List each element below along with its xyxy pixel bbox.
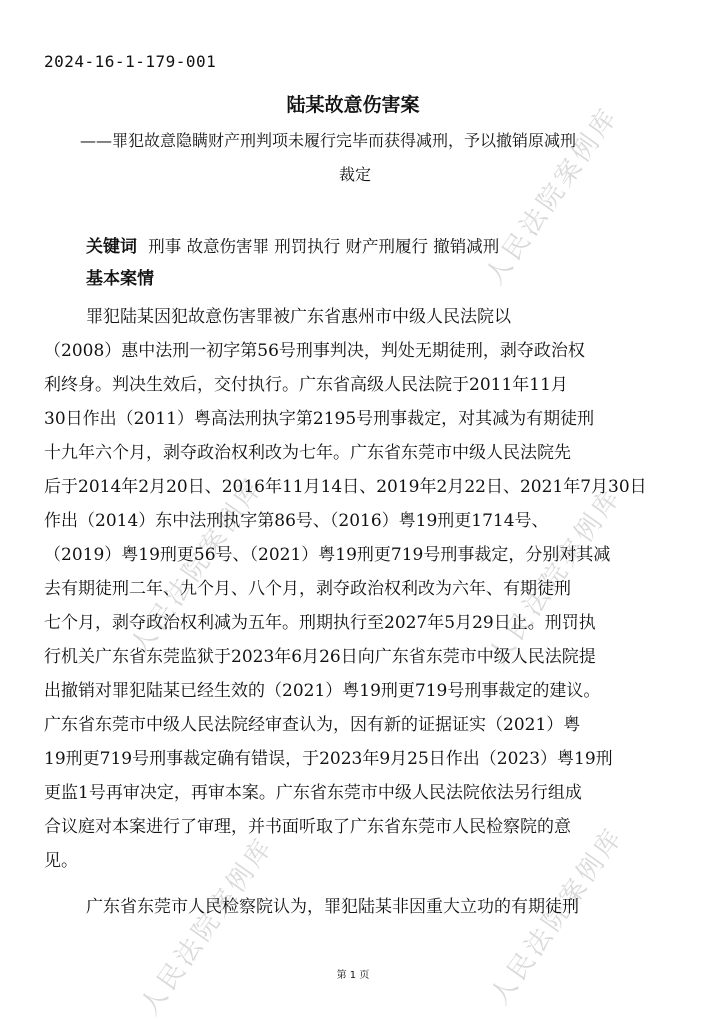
page-title: 陆某故意伤害案 (286, 94, 420, 116)
body-line: 合议庭对本案进行了审理，并书面听取了广东省东莞市人民检察院的意 (44, 817, 571, 837)
body-line: 七个月，剥夺政治权利减为五年。刑期执行至2027年5月29日止。刑罚执 (44, 613, 596, 633)
body-line: 作出（2014）东中法刑执字第86号、（2016）粤19刑更1714号、 (44, 511, 549, 531)
body-line: （2019）粤19刑更56号、（2021）粤19刑更719号刑事裁定，分别对其减 (44, 545, 611, 565)
body-line: 更监1号再审决定，再审本案。广东省东莞市中级人民法院依法另行组成 (44, 783, 582, 803)
body-line: 罪犯陆某因犯故意伤害罪被广东省惠州市中级人民法院以 (86, 307, 511, 327)
section-heading-basic-facts: 基本案情 (86, 269, 154, 289)
body-line: 广东省东莞市人民检察院认为，罪犯陆某非因重大立功的有期徒刑 (86, 897, 579, 917)
case-number: 2024-16-1-179-001 (44, 52, 217, 71)
watermark: 人民法院案例库 (124, 471, 270, 661)
body-line: 去有期徒刑二年、九个月、八个月，剥夺政治权利改为六年、有期徒刑 (44, 579, 571, 599)
keywords-label: 关键词 (86, 237, 137, 257)
keywords-row (86, 232, 499, 257)
page-number: 第 1 页 (336, 970, 370, 981)
body-line: 广东省东莞市中级人民法院经审查认为，因有新的证据证实（2021）粤 (44, 715, 581, 735)
body-line: 见。 (44, 851, 78, 871)
body-text (44, 300, 664, 924)
watermark: 人民法院案例库 (482, 481, 628, 671)
body-line: 利终身。判决生效后，交付执行。广东省高级人民法院于2011年11月 (44, 375, 568, 395)
subtitle-line-1: ——罪犯故意隐瞒财产刑判项未履行完毕而获得减刑，予以撤销原减刑 (80, 131, 577, 150)
body-line: 行机关广东省东莞监狱于2023年6月26日向广东省东莞市中级人民法院提 (44, 647, 596, 667)
subtitle (80, 124, 670, 192)
body-line: 出撤销对罪犯陆某已经生效的（2021）粤19刑更719号刑事裁定的建议。 (44, 681, 601, 701)
watermark: 人民法院案例库 (484, 821, 630, 1011)
body-line: 19刑更719号刑事裁定确有错误，于2023年9月25日作出（2023）粤19刑 (44, 749, 613, 769)
body-line: 30日作出（2011）粤高法刑执字第2195号刑事裁定，对其减为有期徒刑 (44, 409, 595, 429)
body-line: 十九年六个月，剥夺政治权利改为七年。广东省东莞市中级人民法院先 (44, 443, 571, 463)
watermark: 人民法院案例库 (479, 101, 625, 291)
body-line: 后于2014年2月20日、2016年11月14日、2019年2月22日、2021年7月30日 (44, 477, 647, 497)
watermark: 人民法院案例库 (134, 831, 280, 1021)
keywords-text: 刑事 故意伤害罪 刑罚执行 财产刑履行 撤销减刑 (148, 237, 500, 256)
subtitle-line-2: 裁定 (338, 165, 371, 184)
body-line: （2008）惠中法刑一初字第56号刑事判决，判处无期徒刑，剥夺政治权 (44, 341, 585, 361)
